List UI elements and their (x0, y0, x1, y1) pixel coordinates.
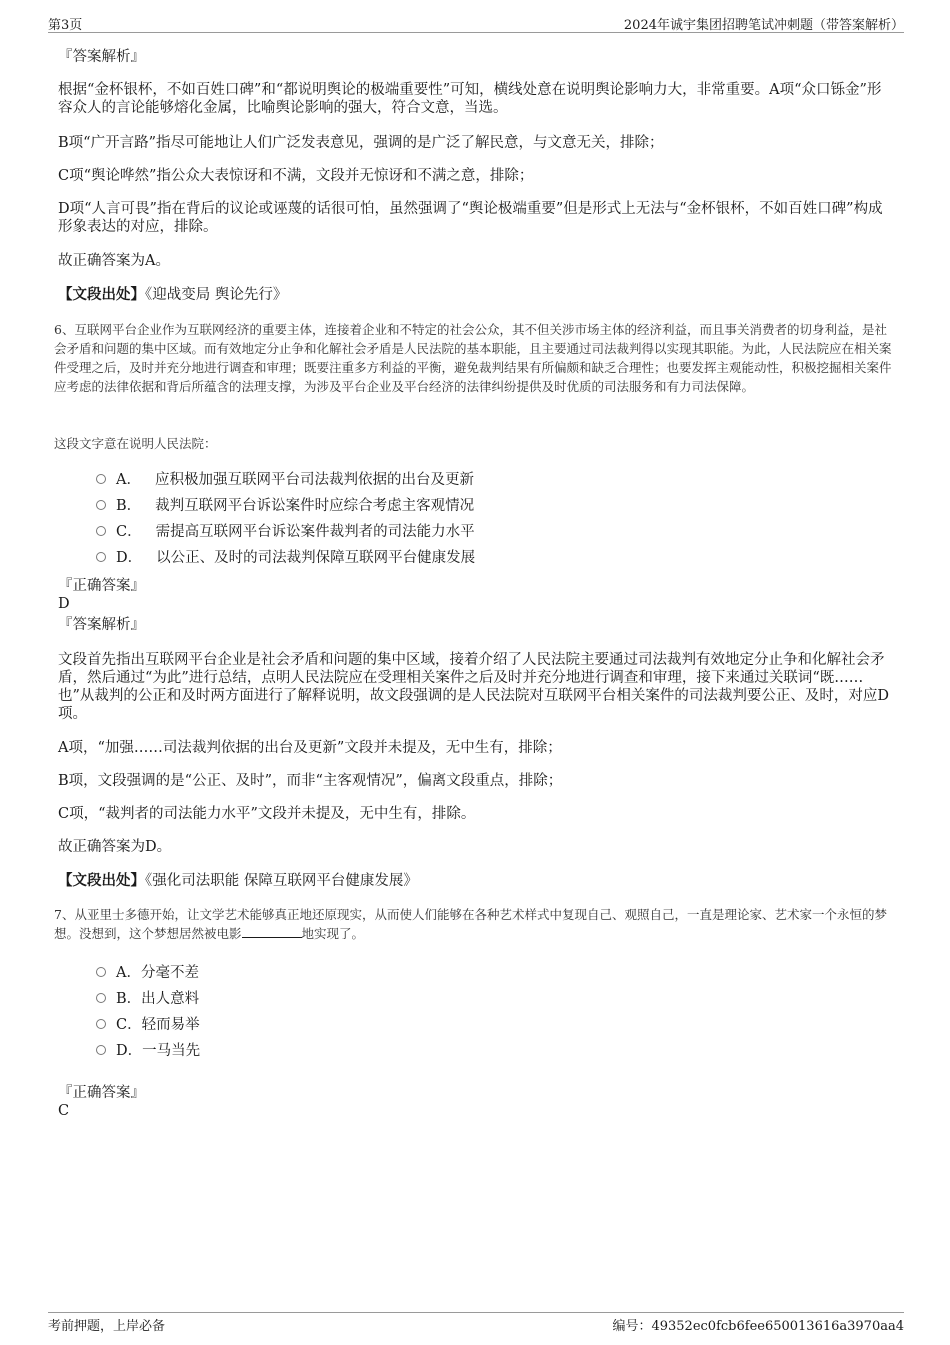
q7-option-b[interactable]: B．出人意料 (96, 990, 199, 1008)
q6-analysis-p4: C项，“裁判者的司法能力水平”文段并未提及，无中生有，排除。 (58, 806, 476, 822)
q6-analysis-p2: A项，“加强……司法裁判依据的出台及更新”文段并未提及，无中生有，排除； (58, 740, 562, 756)
document-title: 2024年诚宇集团招聘笔试冲刺题（带答案解析） (623, 18, 904, 33)
q5-analysis-p1: 根据“金杯银杯，不如百姓口碑”和“都说明舆论的极端重要性”可知，横线处意在说明舆论影响力大，非常重要。A项“众口铄金”形容众人的言论能够熔化金属，比喻舆论影响的强大，符合文意，当选。 (58, 82, 882, 116)
page-footer (48, 1312, 904, 1335)
q7-option-c[interactable]: C．轻而易举 (96, 1016, 200, 1034)
radio-icon[interactable] (96, 500, 106, 510)
q5-analysis-p3: C项“舆论哗然”指公众大表惊讶和不满，文段并无惊讶和不满之意，排除； (58, 168, 534, 184)
radio-icon[interactable] (96, 474, 106, 484)
q6-analysis-p3: B项，文段强调的是“公正、及时”，而非“主客观情况”，偏离文段重点，排除； (58, 773, 563, 789)
q5-analysis-p2: B项“广开言路”指尽可能地让人们广泛发表意见，强调的是广泛了解民意，与文意无关，排除； (58, 135, 664, 151)
q6-conclusion: 故正确答案为D。 (58, 839, 172, 855)
source-label: 【文段出处】 (58, 286, 145, 303)
q6-stem: 6、互联网平台企业作为互联网经济的重要主体，连接着企业和不特定的社会公众，其不但关涉市场主体的经济利益，而且事关消费者的切身利益，是社会矛盾和问题的集中区域。而有效地定分止争和化解社会矛盾是人民法院的基本职能，且主要通过司法裁判得以实现其职能。为此，人民法院应在相关案件受理之后，及时并充分地进行调查和审理；既要注重多方利益的平衡，避免裁判结果有所偏颇和缺乏合理性；也要发挥主观能动性，积极挖掘相关案件应考虑的法律依据和背后所蕴含的法理支撑，为涉及平台企业及平台经济的法律纠纷提供及时优质的司法服务和有力司法保障。 (54, 322, 892, 394)
radio-icon[interactable] (96, 552, 106, 562)
q7-answer: C (58, 1103, 70, 1119)
radio-icon[interactable] (96, 1045, 106, 1055)
radio-icon[interactable] (96, 993, 106, 1003)
q7-option-a[interactable]: A．分毫不差 (96, 964, 199, 982)
q5-conclusion: 故正确答案为A。 (58, 253, 170, 269)
document-code: 编号：49352ec0fcb6fee650013616a3970aa4 (612, 1319, 904, 1334)
q7-option-d[interactable]: D．一马当先 (96, 1042, 200, 1060)
q5-source (58, 286, 890, 304)
source-title: 《迎战变局 舆论先行》 (145, 287, 288, 303)
q6-analysis-p1: 文段首先指出互联网平台企业是社会矛盾和问题的集中区域，接着介绍了人民法院主要通过司法裁判有效地定分止争和化解社会矛盾，然后通过“为此”进行总结，点明人民法院应在受理相关案件之后及时并充分地进行调查和审理，接下来通过关联词“既……也”从裁判的公正和及时两方面进行了解释说明，故文段强调的是人民法院对互联网平台相关案件的司法裁判要公正、及时，对应D项。 (58, 652, 890, 722)
q7-answer-title: 『正确答案』 (58, 1085, 145, 1101)
source-label: 【文段出处】 (58, 872, 145, 889)
q5-analysis-p4: D项“人言可畏”指在背后的议论或诬蔑的话很可怕，虽然强调了“舆论极端重要”但是形式上无法与“金杯银杯，不如百姓口碑”构成形象表达的对应，排除。 (58, 201, 883, 235)
q6-option-c[interactable]: C． 需提高互联网平台诉讼案件裁判者的司法能力水平 (96, 523, 475, 541)
page-number: 第3页 (48, 18, 83, 33)
q6-option-b[interactable]: B． 裁判互联网平台诉讼案件时应综合考虑主客观情况 (96, 497, 474, 515)
q6-option-a[interactable]: A． 应积极加强互联网平台司法裁判依据的出台及更新 (96, 471, 474, 489)
q6-question: 这段文字意在说明人民法院： (54, 436, 217, 451)
q6-source (58, 872, 890, 890)
fill-blank (242, 925, 302, 938)
radio-icon[interactable] (96, 526, 106, 536)
radio-icon[interactable] (96, 967, 106, 977)
footer-slogan: 考前押题，上岸必备 (48, 1319, 166, 1334)
q6-answer: D (58, 596, 70, 612)
radio-icon[interactable] (96, 1019, 106, 1029)
q6-answer-title: 『正确答案』 (58, 578, 145, 594)
q6-analysis-title: 『答案解析』 (58, 617, 145, 633)
q6-option-d[interactable]: D． 以公正、及时的司法裁判保障互联网平台健康发展 (96, 549, 475, 567)
source-title: 《强化司法职能 保障互联网平台健康发展》 (145, 873, 418, 889)
page-header (48, 14, 904, 33)
q7-stem: 7、从亚里士多德开始，让文学艺术能够真正地还原现实，从而使人们能够在各种艺术样式中复现自己、观照自己，一直是理论家、艺术家一个永恒的梦想。没想到，这个梦想居然被电影 地实现了。 (54, 907, 887, 941)
q5-analysis-title: 『答案解析』 (58, 49, 145, 65)
